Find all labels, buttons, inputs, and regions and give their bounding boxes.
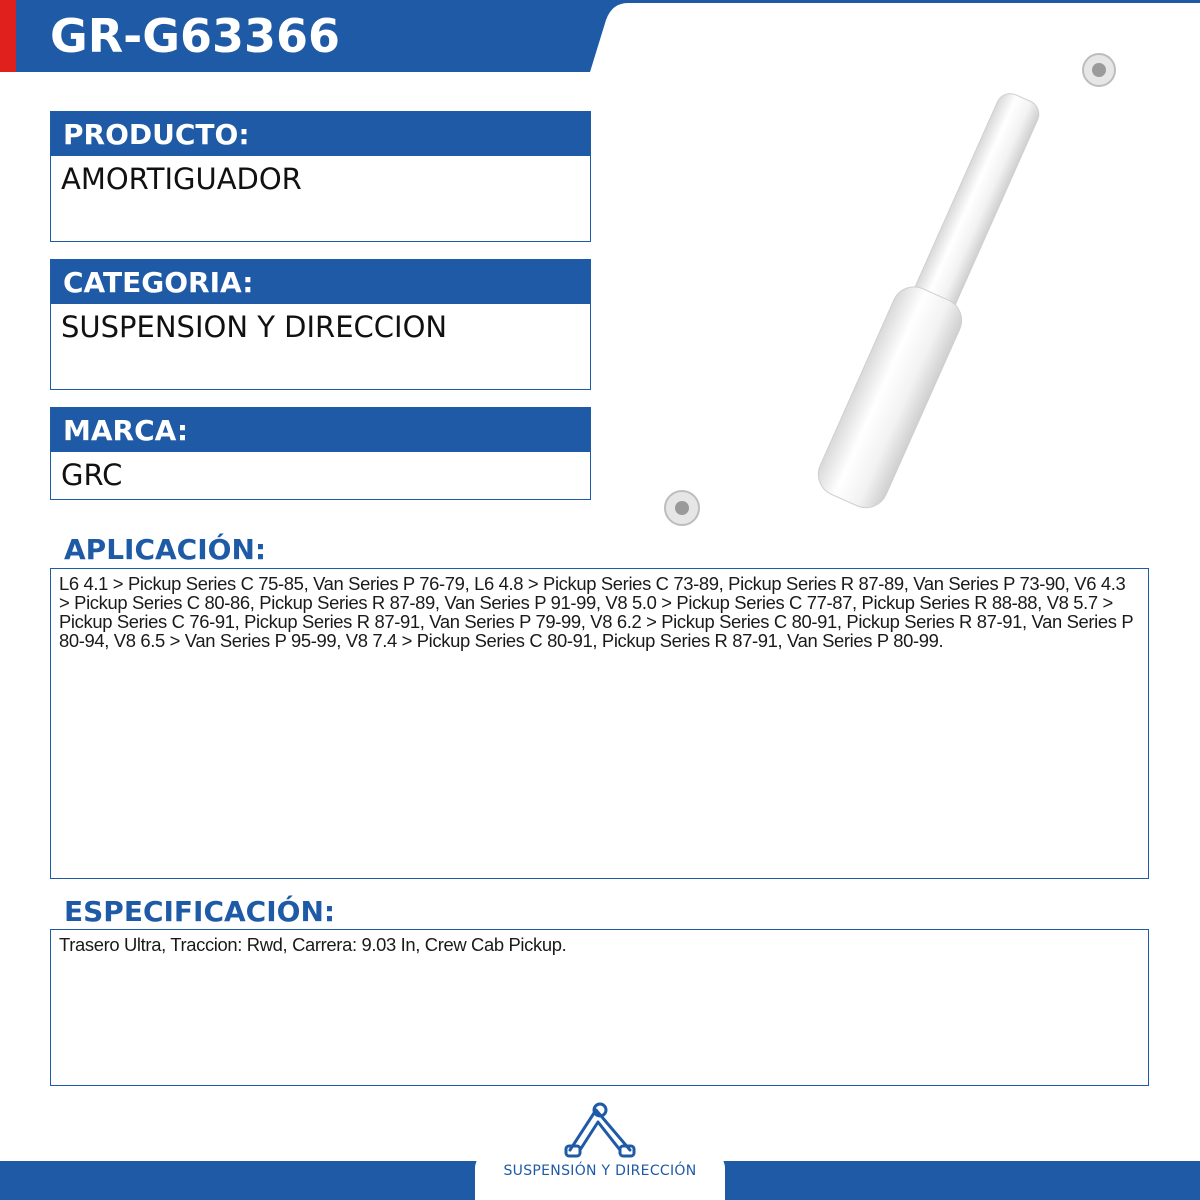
- shock-absorber-image: [640, 40, 1140, 540]
- categoria-value: SUSPENSION Y DIRECCION: [61, 310, 448, 344]
- aplicacion-text: L6 4.1 > Pickup Series C 75-85, Van Series P 76-79, L6 4.8 > Pickup Series C 73-89, Pickup Series R 87-89, Van Series P 73-90, V6 4.3 > Pickup Series C 80-86, Pickup Series R 87-89, Van Series P 91-99, V8 5.0 > Pickup Series C 77-87, Pickup Series R 88-88, V8 5.7 > Pickup Series C 76-91, Pickup Series R 87-91, Van Series P 79-99, V8 6.2 > Pickup Series C 80-91, Pickup Series R 87-91, Van Series P 80-94, V8 6.5 > Van Series P 95-99, V8 7.4 > Pickup Series C 80-91, Pickup Series R 87-91, Van Series P 80-99.: [50, 568, 1149, 879]
- marca-label: MARCA:: [51, 408, 590, 452]
- header-red-accent: [0, 0, 16, 72]
- part-number-title: GR-G63366: [50, 9, 341, 63]
- categoria-label: CATEGORIA:: [51, 260, 590, 304]
- control-arm-icon: [562, 1100, 638, 1162]
- marca-value: GRC: [61, 458, 123, 492]
- aplicacion-title: APLICACIÓN:: [64, 533, 267, 566]
- marca-box: [50, 407, 591, 500]
- producto-value: AMORTIGUADOR: [61, 162, 302, 196]
- categoria-box: [50, 259, 591, 390]
- producto-label: PRODUCTO:: [51, 112, 590, 156]
- producto-box: [50, 111, 591, 242]
- footer-category-label: SUSPENSIÓN Y DIRECCIÓN: [503, 1163, 697, 1179]
- especificacion-text: Trasero Ultra, Traccion: Rwd, Carrera: 9.03 In, Crew Cab Pickup.: [50, 929, 1149, 1086]
- especificacion-title: ESPECIFICACIÓN:: [64, 895, 336, 928]
